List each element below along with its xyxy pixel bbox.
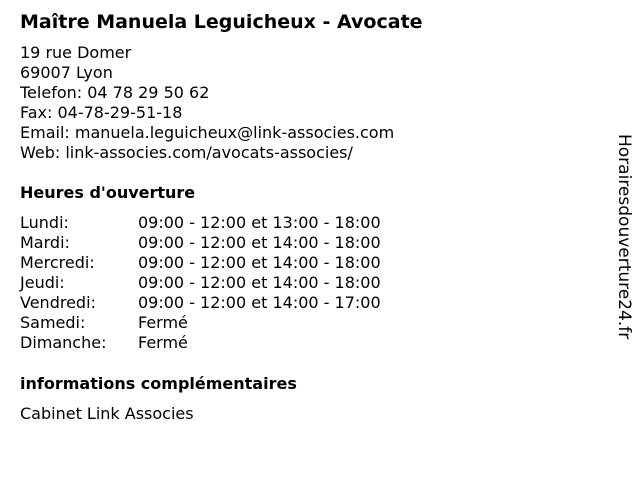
day-label: Samedi: [20,313,86,332]
web-line: Web: link-associes.com/avocats-associes/ [20,143,353,162]
watermark-text: Horairesdouverture24.fr [614,134,634,340]
page-title: Maître Manuela Leguicheux - Avocate [20,11,423,33]
day-label: Vendredi: [20,293,96,312]
address-street: 19 rue Domer [20,43,132,62]
contact-block [20,43,394,163]
hours-value: Fermé [138,333,188,352]
day-label: Jeudi: [20,273,65,292]
hours-value: 09:00 - 12:00 et 13:00 - 18:00 [138,213,381,232]
day-label: Lundi: [20,213,69,232]
opening-hours-heading: Heures d'ouverture [20,183,196,202]
hours-value: 09:00 - 12:00 et 14:00 - 18:00 [138,273,381,292]
day-label: Dimanche: [20,333,107,352]
additional-info-heading: informations complémentaires [20,374,297,393]
phone-line: Telefon: 04 78 29 50 62 [20,83,210,102]
fax-line: Fax: 04-78-29-51-18 [20,103,183,122]
day-label: Mardi: [20,233,70,252]
address-city: 69007 Lyon [20,63,113,82]
day-label: Mercredi: [20,253,95,272]
site-watermark [612,134,636,374]
hours-value: Fermé [138,313,188,332]
hours-value: 09:00 - 12:00 et 14:00 - 18:00 [138,233,381,252]
additional-info-text: Cabinet Link Associes [20,404,194,423]
hours-value: 09:00 - 12:00 et 14:00 - 17:00 [138,293,381,312]
hours-value: 09:00 - 12:00 et 14:00 - 18:00 [138,253,381,272]
email-line: Email: manuela.leguicheux@link-associes.com [20,123,395,142]
